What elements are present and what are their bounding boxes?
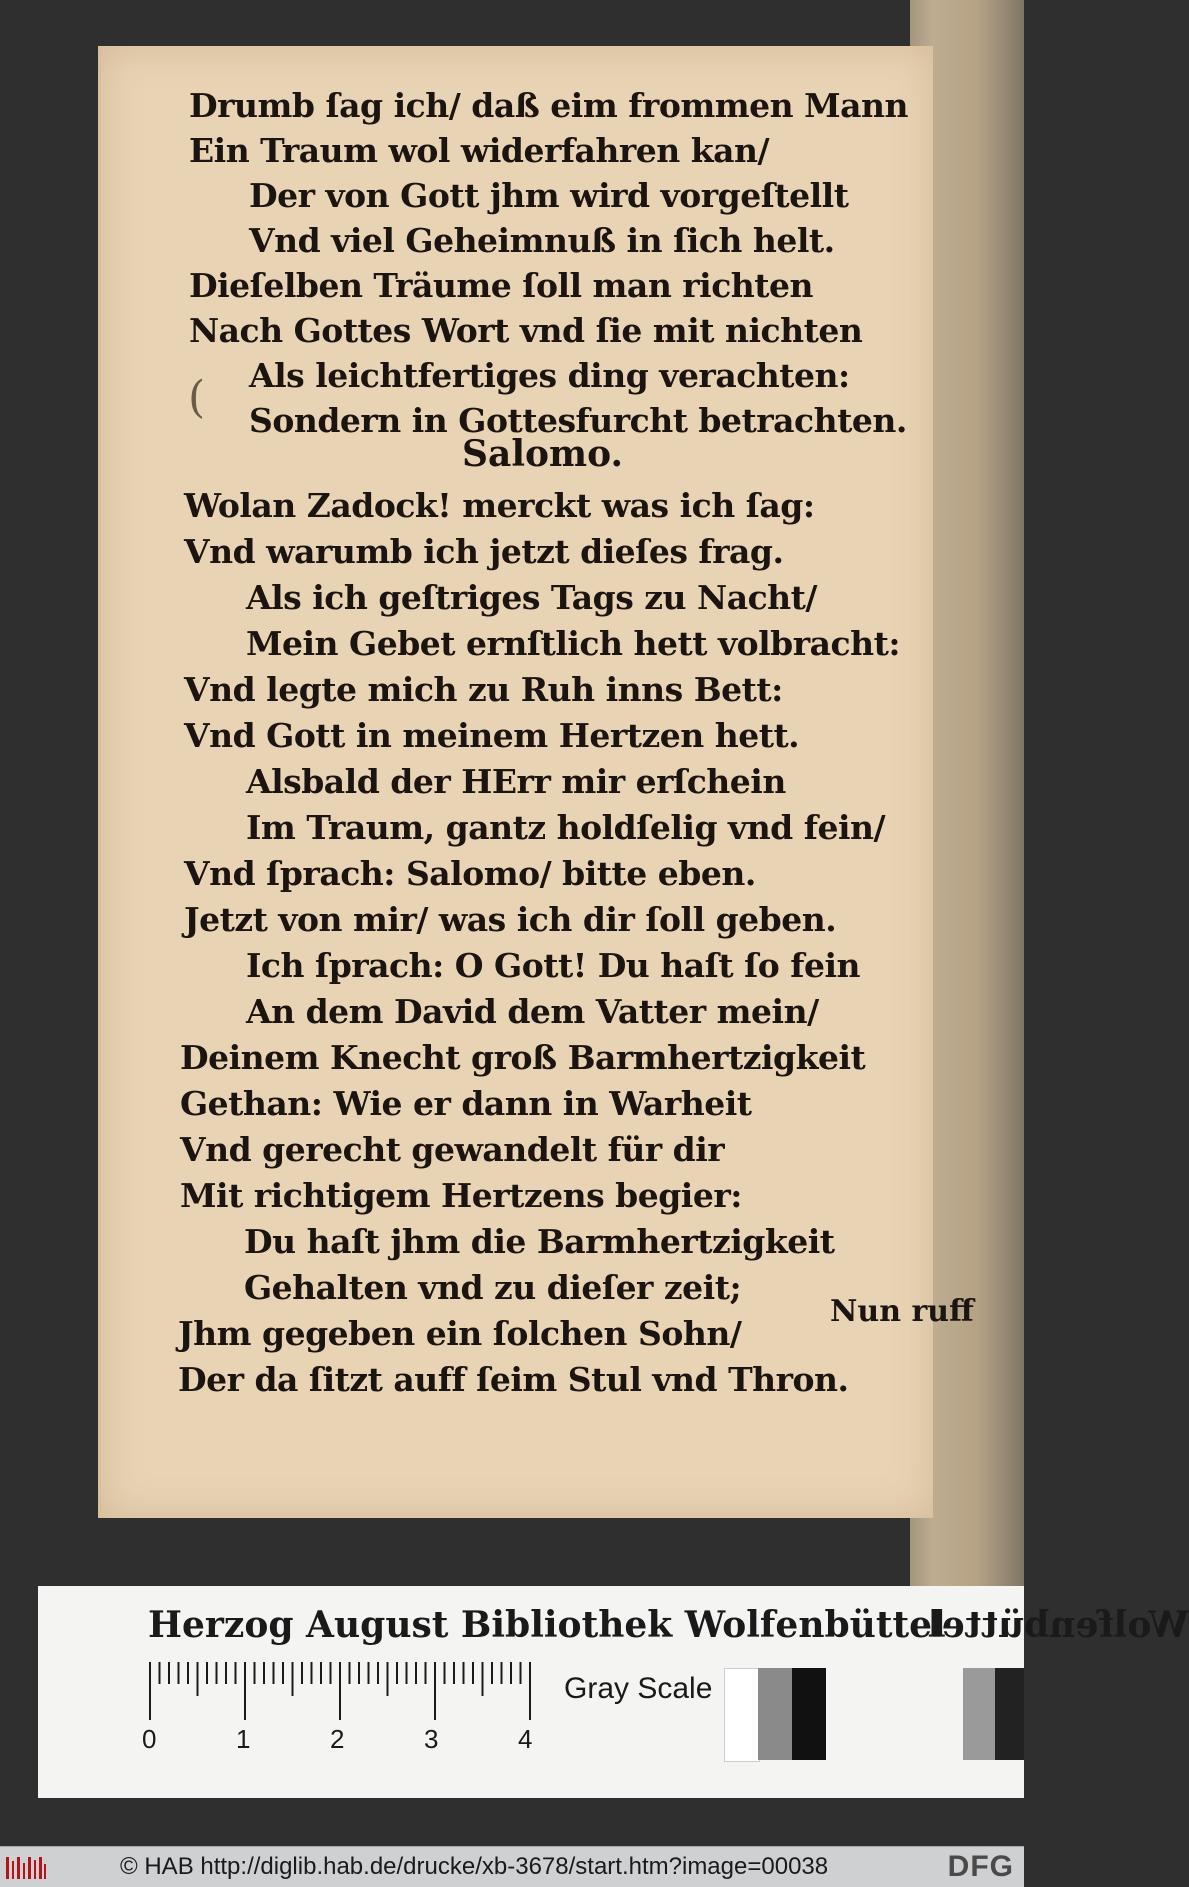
verse-line: Ein Traum wol widerfahren kan/ bbox=[189, 131, 770, 170]
verse-line: Als leichtfertiges ding verachten: bbox=[249, 356, 850, 395]
footer-bar bbox=[0, 1846, 1024, 1887]
verse-line: Mein Gebet ernſtlich hett volbracht: bbox=[246, 624, 901, 663]
gray-swatch-edge bbox=[963, 1668, 995, 1760]
barcode-logo-icon bbox=[4, 1855, 48, 1881]
bracket-mark: ( bbox=[188, 372, 206, 423]
verse-line: Vnd gerecht gewandelt für dir bbox=[180, 1130, 725, 1169]
library-name-mirrored: Wolfenbüttel bbox=[928, 1604, 1189, 1646]
gray-swatch-edge-dark bbox=[995, 1668, 1024, 1760]
catchword: Nun ruff bbox=[830, 1294, 974, 1329]
verse-line: Wolan Zadock! merckt was ich ſag: bbox=[184, 486, 815, 525]
verse-line: Vnd warumb ich jetzt dieſes frag. bbox=[184, 532, 784, 571]
verse-line: Nach Gottes Wort vnd ſie mit nichten bbox=[189, 311, 863, 350]
library-name: Herzog August Bibliothek Wolfenbüttel bbox=[148, 1604, 946, 1646]
gray-scale-label: Gray Scale bbox=[564, 1672, 713, 1705]
verse-line: Mit richtigem Hertzens begier: bbox=[180, 1176, 742, 1215]
verse-line: Vnd ſprach: Salomo/ bitte eben. bbox=[184, 854, 756, 893]
verse-line: Vnd legte mich zu Ruh inns Bett: bbox=[184, 670, 783, 709]
gray-swatch-black bbox=[792, 1668, 826, 1760]
verse-line: Vnd viel Geheimnuß in ſich helt. bbox=[249, 221, 835, 260]
verse-line: Jetzt von mir/ was ich dir ſoll geben. bbox=[184, 900, 837, 939]
verse-line: Alsbald der HErr mir erſchein bbox=[246, 762, 786, 801]
verse-line: Gehalten vnd zu dieſer zeit; bbox=[244, 1268, 742, 1307]
ruler-label: 4 bbox=[518, 1724, 533, 1754]
verse-line: Als ich geſtriges Tags zu Nacht/ bbox=[246, 578, 817, 617]
verse-line: Du haſt jhm die Barmhertzigkeit bbox=[244, 1222, 835, 1261]
dfg-logo: DFG bbox=[947, 1850, 1014, 1883]
verse-line: Deinem Knecht groß Barmhertzigkeit bbox=[180, 1038, 866, 1077]
ruler-label: 2 bbox=[330, 1724, 345, 1754]
verse-line: Gethan: Wie er dann in Warheit bbox=[180, 1084, 752, 1123]
verse-line: Im Traum, gantz holdſelig vnd fein/ bbox=[246, 808, 886, 847]
copyright-link[interactable]: © HAB http://diglib.hab.de/drucke/xb-3678/start.htm?image=00038 bbox=[120, 1853, 829, 1880]
verse-line: Sondern in Gottesfurcht betrachten. bbox=[249, 401, 907, 440]
verse-line: Ich ſprach: O Gott! Du haſt ſo fein bbox=[246, 946, 861, 985]
verse-line: Drumb ſag ich/ daß eim frommen Mann bbox=[189, 86, 909, 125]
ruler-label: 0 bbox=[142, 1724, 157, 1754]
speaker-heading: Salomo. bbox=[462, 433, 624, 475]
verse-line: Jhm gegeben ein ſolchen Sohn/ bbox=[178, 1314, 742, 1353]
gray-swatch-mid bbox=[758, 1668, 792, 1760]
verse-line: Der von Gott jhm wird vorgeſtellt bbox=[249, 176, 849, 215]
verse-line: Der da ſitzt auff ſeim Stul vnd Thron. bbox=[178, 1360, 849, 1399]
ruler-label: 1 bbox=[236, 1724, 251, 1754]
verse-line: Vnd Gott in meinem Hertzen hett. bbox=[184, 716, 800, 755]
color-calibration-card bbox=[38, 1586, 1189, 1798]
gray-swatch-white bbox=[724, 1668, 760, 1762]
measurement-ruler bbox=[146, 1662, 536, 1732]
verse-line: An dem David dem Vatter mein/ bbox=[246, 992, 819, 1031]
ruler-label: 3 bbox=[424, 1724, 439, 1754]
verse-line: Dieſelben Träume ſoll man richten bbox=[189, 266, 814, 305]
